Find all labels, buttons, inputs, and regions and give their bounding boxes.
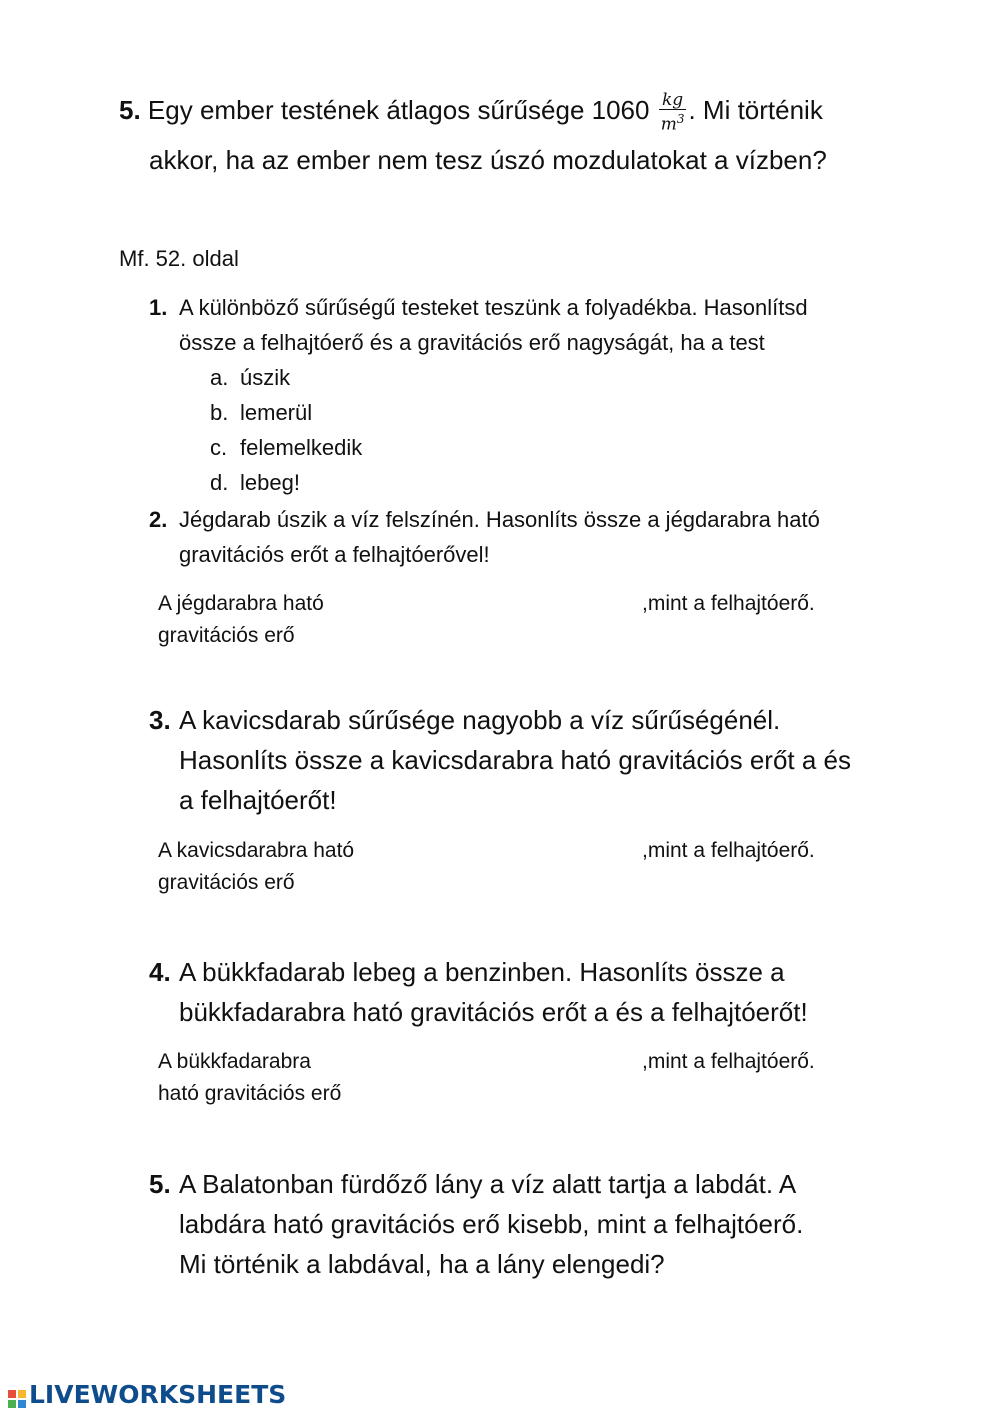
section-title: Mf. 52. oldal bbox=[119, 246, 239, 271]
q2-fill-left bbox=[158, 588, 324, 652]
q5-line2: labdára ható gravitációs erő kisebb, mint a felhajtóerő. bbox=[179, 1209, 804, 1239]
q3 bbox=[149, 700, 969, 820]
option-text: lebeg! bbox=[240, 470, 300, 495]
option-letter: a. bbox=[210, 365, 229, 390]
q3-fill-left-line2: gravitációs erő bbox=[158, 871, 295, 894]
q2-line2: gravitációs erőt a felhajtóerővel! bbox=[179, 542, 490, 567]
q2-line1: Jégdarab úszik a víz felszínén. Hasonlíts össze a jégdarabra ható bbox=[179, 507, 820, 532]
q2-fill-left-line2: gravitációs erő bbox=[158, 624, 295, 647]
q3-answer-blank[interactable] bbox=[400, 837, 635, 867]
q2-number: 2. bbox=[149, 507, 168, 532]
q4-fill-left-line1: A bükkfadarabra bbox=[158, 1050, 311, 1073]
q4-fill-left-line2: ható gravitációs erő bbox=[158, 1082, 342, 1105]
q4-fill-left bbox=[158, 1046, 341, 1110]
unit-den-base: m bbox=[660, 114, 677, 135]
q4-fill-right: ,mint a felhajtóerő. bbox=[642, 1050, 815, 1073]
unit-denominator bbox=[659, 110, 687, 134]
option-letter: c. bbox=[210, 435, 228, 460]
q4-number: 4. bbox=[149, 957, 171, 987]
q5 bbox=[149, 1164, 969, 1284]
q5-line3: Mi történik a labdával, ha a lány elengedi? bbox=[179, 1249, 665, 1279]
option-text: úszik bbox=[240, 365, 291, 390]
q3-line3: a felhajtóerőt! bbox=[179, 785, 337, 815]
q2-fill-left-line1: A jégdarabra ható bbox=[158, 592, 324, 615]
top-question bbox=[119, 90, 899, 133]
unit-numerator: kg bbox=[659, 91, 687, 110]
logo-squares-icon bbox=[8, 1390, 26, 1408]
q5-number: 5. bbox=[149, 1169, 171, 1199]
option-text: felemelkedik bbox=[240, 435, 363, 460]
unit-den-exponent: 3 bbox=[676, 111, 685, 126]
option-letter: b. bbox=[210, 400, 229, 425]
q1-number: 1. bbox=[149, 295, 168, 320]
q3-line1: A kavicsdarab sűrűsége nagyobb a víz sűrűségénél. bbox=[179, 705, 781, 735]
option-letter: d. bbox=[210, 470, 229, 495]
q3-number: 3. bbox=[149, 705, 171, 735]
q1-options bbox=[149, 360, 969, 500]
q2-answer-blank[interactable] bbox=[390, 590, 635, 620]
q4 bbox=[149, 952, 969, 1032]
q3-fill-left bbox=[158, 835, 354, 899]
option-item bbox=[210, 395, 969, 430]
option-item bbox=[210, 360, 969, 395]
q2-fill-right: ,mint a felhajtóerő. bbox=[642, 592, 815, 615]
q5-line1: A Balatonban fürdőző lány a víz alatt tartja a labdát. A bbox=[179, 1169, 797, 1199]
liveworksheets-logo bbox=[8, 1380, 286, 1409]
q3-line2: Hasonlíts össze a kavicsdarabra ható gravitációs erőt a és bbox=[179, 745, 852, 775]
option-text: lemerül bbox=[240, 400, 313, 425]
top-question-line2: akkor, ha az ember nem tesz úszó mozdulatokat a vízben? bbox=[149, 145, 827, 175]
q2 bbox=[149, 502, 969, 572]
q1 bbox=[149, 290, 969, 500]
top-question-text-after: . Mi történik bbox=[688, 95, 823, 125]
q4-line2: bükkfadarabra ható gravitációs erőt a és a felhajtóerőt! bbox=[179, 997, 808, 1027]
q3-fill-left-line1: A kavicsdarabra ható bbox=[158, 839, 355, 862]
q1-line1: A különböző sűrűségű testeket teszünk a folyadékba. Hasonlítsd bbox=[179, 295, 808, 320]
q3-fill-right: ,mint a felhajtóerő. bbox=[642, 839, 815, 862]
density-unit bbox=[659, 91, 687, 134]
option-item bbox=[210, 465, 969, 500]
option-item bbox=[210, 430, 969, 465]
q1-line2: össze a felhajtóerő és a gravitációs erő nagyságát, ha a test bbox=[179, 330, 765, 355]
q4-answer-blank[interactable] bbox=[390, 1048, 635, 1078]
top-question-text-before: Egy ember testének átlagos sűrűsége 1060 bbox=[147, 95, 650, 125]
top-question-number: 5. bbox=[119, 95, 141, 125]
q4-line1: A bükkfadarab lebeg a benzinben. Hasonlíts össze a bbox=[179, 957, 785, 987]
logo-text: LIVEWORKSHEETS bbox=[29, 1380, 287, 1409]
